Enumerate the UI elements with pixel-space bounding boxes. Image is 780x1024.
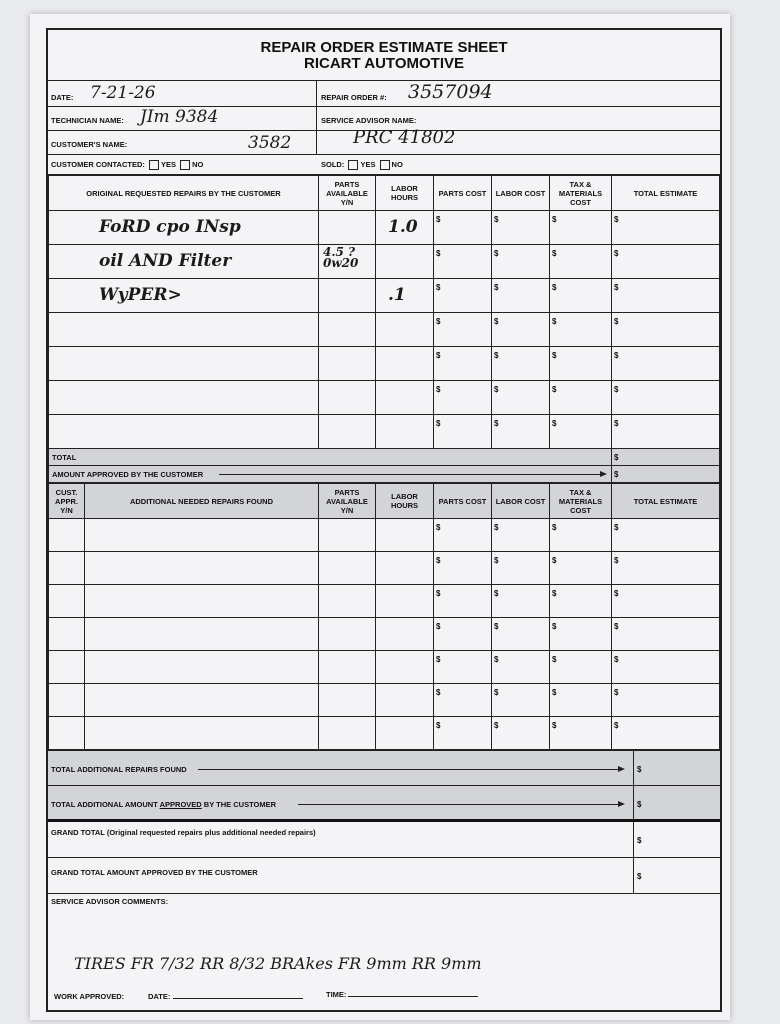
parts-cell[interactable] [319, 313, 376, 347]
cost-cell[interactable]: $ [612, 552, 720, 585]
entry-cell[interactable] [85, 519, 319, 552]
entry-cell[interactable] [319, 585, 376, 618]
entry-cell[interactable] [376, 552, 434, 585]
repair-order-value: 3557094 [408, 81, 493, 103]
entry-cell[interactable] [49, 618, 85, 651]
total-additional-found-label: TOTAL ADDITIONAL REPAIRS FOUND [51, 765, 187, 774]
entry-cell[interactable] [49, 585, 85, 618]
entry-cell[interactable] [319, 519, 376, 552]
entry-cell[interactable] [376, 651, 434, 684]
technician-value: JIm 9384 [140, 107, 219, 127]
table-row [49, 279, 720, 313]
original-header-parts: PARTS AVAILABLE Y/N [319, 176, 376, 211]
entry-cell[interactable] [319, 684, 376, 717]
service-advisor-label: SERVICE ADVISOR NAME: [321, 116, 417, 125]
original-approved-row: AMOUNT APPROVED BY THE CUSTOMER $ [49, 466, 720, 483]
cost-cell[interactable]: $ [434, 313, 492, 347]
table-row [49, 519, 720, 552]
sold: SOLD: YES NO [321, 160, 403, 169]
entry-cell[interactable] [376, 618, 434, 651]
repair-cell[interactable]: oil AND Filter [49, 245, 319, 279]
cost-cell[interactable]: $ [612, 211, 720, 245]
cost-cell[interactable]: $ [550, 717, 612, 750]
cost-cell[interactable]: $ [550, 211, 612, 245]
labor-hours-cell[interactable]: 1.0 [376, 211, 434, 245]
entry-cell[interactable] [85, 618, 319, 651]
additional-header-parts: PARTS AVAILABLE Y/N [319, 484, 376, 519]
comments-section [48, 894, 720, 1004]
labor-hours-cell[interactable] [376, 313, 434, 347]
contacted-row [48, 155, 720, 175]
work-date-label: DATE: [148, 992, 171, 1001]
original-header-repairs: ORIGINAL REQUESTED REPAIRS BY THE CUSTOMER [49, 176, 319, 211]
grand-total-label: GRAND TOTAL (Original requested repairs plus additional needed repairs) [51, 828, 316, 837]
table-row [49, 381, 720, 415]
labor-hours-cell[interactable] [376, 381, 434, 415]
cost-cell[interactable]: $ [612, 585, 720, 618]
cost-cell[interactable]: $ [434, 347, 492, 381]
table-row [49, 651, 720, 684]
cost-cell[interactable]: $ [550, 519, 612, 552]
table-row [49, 415, 720, 449]
cost-cell[interactable]: $ [434, 684, 492, 717]
cost-cell[interactable]: $ [492, 717, 550, 750]
cost-cell[interactable]: $ [492, 415, 550, 449]
entry-cell[interactable] [49, 684, 85, 717]
cost-cell[interactable]: $ [550, 381, 612, 415]
cost-cell[interactable]: $ [612, 519, 720, 552]
cost-cell[interactable]: $ [492, 279, 550, 313]
entry-cell[interactable] [319, 651, 376, 684]
customer-value: 3582 [248, 133, 292, 153]
total-additional-approved-label: TOTAL ADDITIONAL AMOUNT APPROVED BY THE CUSTOMER [51, 800, 277, 809]
cost-cell[interactable]: $ [434, 211, 492, 245]
cost-cell[interactable]: $ [612, 279, 720, 313]
table-row [49, 585, 720, 618]
cost-cell[interactable]: $ [550, 347, 612, 381]
additional-header-row [49, 484, 720, 519]
cost-cell[interactable]: $ [492, 245, 550, 279]
total-additional-found-row: TOTAL ADDITIONAL REPAIRS FOUND $ [48, 750, 720, 786]
entry-cell[interactable] [49, 519, 85, 552]
service-advisor-value: PRC 41802 [353, 127, 456, 148]
repair-cell[interactable] [49, 313, 319, 347]
entry-cell[interactable] [85, 717, 319, 750]
form-title-line2: RICART AUTOMOTIVE [304, 55, 464, 72]
cost-cell[interactable]: $ [492, 552, 550, 585]
table-row [49, 245, 720, 279]
entry-cell[interactable] [376, 519, 434, 552]
cost-cell[interactable]: $ [434, 245, 492, 279]
date-label: DATE: [51, 93, 74, 102]
cost-cell[interactable]: $ [612, 717, 720, 750]
original-repairs-table [48, 175, 720, 483]
additional-header-labor-cost: LABOR COST [492, 484, 550, 519]
cost-cell[interactable]: $ [492, 684, 550, 717]
labor-hours-cell[interactable] [376, 415, 434, 449]
cost-cell[interactable]: $ [550, 245, 612, 279]
entry-cell[interactable] [376, 717, 434, 750]
repair-cell[interactable] [49, 381, 319, 415]
cost-cell[interactable]: $ [612, 651, 720, 684]
parts-cell[interactable]: 4.5 ? 0w20 [319, 245, 376, 279]
contacted-no-checkbox[interactable] [180, 160, 190, 170]
table-row [49, 717, 720, 750]
total-label: TOTAL [52, 453, 77, 462]
entry-cell[interactable] [319, 717, 376, 750]
cost-cell[interactable]: $ [612, 415, 720, 449]
cost-cell[interactable]: $ [612, 313, 720, 347]
contacted-yes-checkbox[interactable] [149, 160, 159, 170]
repair-order-form [46, 28, 722, 1012]
cost-cell[interactable]: $ [492, 381, 550, 415]
cost-cell[interactable]: $ [434, 618, 492, 651]
grand-approved-row: GRAND TOTAL AMOUNT APPROVED BY THE CUSTOMER $ [48, 858, 720, 894]
cost-cell[interactable]: $ [434, 585, 492, 618]
labor-hours-cell[interactable] [376, 347, 434, 381]
work-approved-label: WORK APPROVED: [54, 992, 125, 1001]
entry-cell[interactable] [85, 552, 319, 585]
entry-cell[interactable] [49, 717, 85, 750]
cost-cell[interactable]: $ [434, 415, 492, 449]
cost-cell[interactable]: $ [612, 347, 720, 381]
entry-cell[interactable] [49, 552, 85, 585]
table-row [49, 618, 720, 651]
repair-cell[interactable] [49, 415, 319, 449]
additional-header-repairs: ADDITIONAL NEEDED REPAIRS FOUND [85, 484, 319, 519]
cost-cell[interactable]: $ [434, 717, 492, 750]
date-row [48, 81, 720, 107]
repair-cell[interactable]: WyPER> [49, 279, 319, 313]
additional-header-tax: TAX & MATERIALS COST [550, 484, 612, 519]
cost-cell[interactable]: $ [492, 211, 550, 245]
cost-cell[interactable]: $ [612, 245, 720, 279]
cost-cell[interactable]: $ [550, 415, 612, 449]
table-row [49, 313, 720, 347]
repair-cell[interactable]: FoRD cpo INsp [49, 211, 319, 245]
parts-cell[interactable] [319, 211, 376, 245]
entry-cell[interactable] [376, 585, 434, 618]
cost-cell[interactable]: $ [550, 651, 612, 684]
customer-row [48, 127, 720, 155]
form-paper [30, 14, 730, 1020]
entry-cell[interactable] [49, 651, 85, 684]
additional-header-parts-cost: PARTS COST [434, 484, 492, 519]
cost-cell[interactable]: $ [434, 519, 492, 552]
amount-approved-label: AMOUNT APPROVED BY THE CUSTOMER [52, 470, 204, 479]
entry-cell[interactable] [376, 684, 434, 717]
cost-cell[interactable]: $ [550, 684, 612, 717]
table-row [49, 211, 720, 245]
original-header-total: TOTAL ESTIMATE [612, 176, 720, 211]
work-time-label: TIME: [326, 990, 347, 999]
original-total-row: TOTAL $ [49, 449, 720, 466]
cost-cell[interactable]: $ [612, 381, 720, 415]
original-header-row [49, 176, 720, 211]
cost-cell[interactable]: $ [550, 585, 612, 618]
sold-no-checkbox[interactable] [380, 160, 390, 170]
entry-cell[interactable] [319, 618, 376, 651]
cost-cell[interactable]: $ [434, 381, 492, 415]
cost-cell[interactable]: $ [434, 651, 492, 684]
form-title [48, 30, 720, 81]
entry-cell[interactable] [85, 585, 319, 618]
parts-cell[interactable] [319, 415, 376, 449]
date-value: 7-21-26 [90, 83, 156, 103]
total-additional-approved-row: TOTAL ADDITIONAL AMOUNT APPROVED BY THE CUSTOMER $ [48, 786, 720, 822]
parts-cell[interactable] [319, 347, 376, 381]
grand-total-row: GRAND TOTAL (Original requested repairs plus additional needed repairs) $ [48, 822, 720, 858]
grand-approved-label: GRAND TOTAL AMOUNT APPROVED BY THE CUSTOMER [51, 868, 258, 877]
form-title-line1: REPAIR ORDER ESTIMATE SHEET [260, 39, 508, 56]
comments-label: SERVICE ADVISOR COMMENTS: [51, 897, 169, 906]
cost-cell[interactable]: $ [492, 651, 550, 684]
cost-cell[interactable]: $ [492, 313, 550, 347]
cost-cell[interactable]: $ [492, 585, 550, 618]
labor-hours-cell[interactable] [376, 245, 434, 279]
cost-cell[interactable]: $ [550, 313, 612, 347]
cost-cell[interactable]: $ [434, 552, 492, 585]
original-header-parts-cost: PARTS COST [434, 176, 492, 211]
cost-cell[interactable]: $ [550, 279, 612, 313]
cost-cell[interactable]: $ [492, 347, 550, 381]
parts-cell[interactable] [319, 381, 376, 415]
entry-cell[interactable] [85, 651, 319, 684]
repair-order-label: REPAIR ORDER #: [321, 93, 387, 102]
repair-cell[interactable] [49, 347, 319, 381]
cost-cell[interactable]: $ [492, 519, 550, 552]
cost-cell[interactable]: $ [492, 618, 550, 651]
additional-repairs-table [48, 483, 720, 750]
cost-cell[interactable]: $ [612, 618, 720, 651]
additional-header-labor-hours: LABOR HOURS [376, 484, 434, 519]
sold-yes-checkbox[interactable] [348, 160, 358, 170]
labor-hours-cell[interactable]: .1 [376, 279, 434, 313]
original-header-tax: TAX & MATERIALS COST [550, 176, 612, 211]
cost-cell[interactable]: $ [612, 684, 720, 717]
original-header-labor-hours: LABOR HOURS [376, 176, 434, 211]
original-header-labor-cost: LABOR COST [492, 176, 550, 211]
entry-cell[interactable] [319, 552, 376, 585]
comments-value: TIRES FR 7/32 RR 8/32 BRAkes FR 9mm RR 9mm [74, 954, 482, 973]
entry-cell[interactable] [85, 684, 319, 717]
additional-header-total: TOTAL ESTIMATE [612, 484, 720, 519]
table-row [49, 684, 720, 717]
cost-cell[interactable]: $ [434, 279, 492, 313]
additional-header-appr: CUST. APPR. Y/N [49, 484, 85, 519]
customer-label: CUSTOMER'S NAME: [51, 140, 128, 149]
cost-cell[interactable]: $ [550, 552, 612, 585]
customer-contacted: CUSTOMER CONTACTED: YES NO [51, 160, 204, 169]
table-row [49, 552, 720, 585]
parts-cell[interactable] [319, 279, 376, 313]
technician-label: TECHNICIAN NAME: [51, 116, 124, 125]
table-row [49, 347, 720, 381]
cost-cell[interactable]: $ [550, 618, 612, 651]
